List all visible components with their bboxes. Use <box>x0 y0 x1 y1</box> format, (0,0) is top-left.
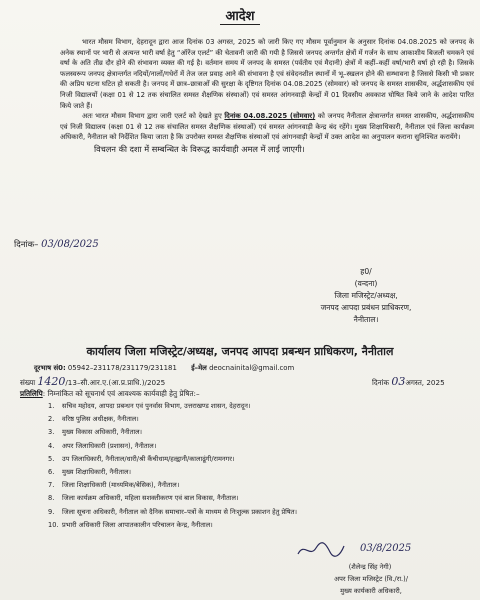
signatory-name: (वन्दना) <box>354 279 378 288</box>
list-item-number: 9. <box>48 507 55 516</box>
signature-mark: ह0/ <box>360 267 372 276</box>
phone-label: दूरभाष सं0: <box>34 364 66 372</box>
closing-line: विचलन की दशा में सम्बन्धित के विरूद्ध कार्यवाही अमल में लाई जाएगी। <box>94 143 305 154</box>
copy-heading-label: प्रतिलिपि <box>20 389 43 398</box>
list-item <box>48 413 297 426</box>
body-paragraph-2 <box>60 111 474 143</box>
phone-numbers: 05942–231178/231179/231181 <box>67 364 177 372</box>
list-item <box>48 426 297 439</box>
copy-recipient-list <box>48 400 297 532</box>
list-item-number: 3. <box>48 428 55 437</box>
body-paragraph-2-rest: को जनपद नैनीताल क्षेत्रान्तर्गत समस्त शासकीय, अर्द्धशासकीय एवं निजी विद्यालय (कक्षा 01 से 12 तक संचालित समस्त शैक्षणिक संस्थाओं) एवं समस्त आंगनवाड़ी केन्द्र बंद रहेंगे। मुख्य शिक्षाधिकारी, नैनीताल एवं जिला कार्यक्रम अधिकारी, नैनीताल को निर्देशित किया जाता है कि उपरोक्त समस्त शैक्षणिक संस्थाओं एवं आंगनवाड़ी केन्द्रों में उक्त आदेश का अनुपालन कराना सुनिश्चित करायेंगे। <box>60 112 474 142</box>
handwritten-signature-date: 03/8/2025 <box>360 543 412 554</box>
list-item-text: मुख्य शिक्षाधिकारी, नैनीताल। <box>62 467 131 476</box>
signatory2-designation: अपर जिला मजिस्ट्रेट (वि./रा.)/ <box>334 575 408 583</box>
list-item-number: 4. <box>48 441 55 450</box>
list-item-number: 10. <box>48 520 59 529</box>
heading-underline <box>220 24 260 25</box>
list-item <box>48 519 297 532</box>
list-item <box>48 440 297 453</box>
handwritten-reference-number: 1420 <box>37 375 66 388</box>
order-body <box>60 37 474 239</box>
reference-label: संख्या <box>20 378 36 387</box>
signatory-designation: जिला मजिस्ट्रेट/अध्यक्ष, <box>334 291 398 300</box>
body-paragraph-2-start: अतः भारत मौसम विभाग द्वारा जारी एलर्ट को देखते हुए <box>82 112 222 121</box>
list-item <box>48 492 297 505</box>
signature-scribble-icon <box>296 540 356 560</box>
list-item-number: 8. <box>48 494 55 503</box>
list-item-text: मुख्य विकास अधिकारी, नैनीताल। <box>62 428 143 437</box>
list-item <box>48 466 297 479</box>
date-label: दिनांक– <box>14 240 39 250</box>
body-paragraph-1: भारत मौसम विभाग, देहरादून द्वारा आज दिनांक 03 अगस्त, 2025 को जारी किए गए मौसम पूर्वानुमान के अनुसार दिनांक 04.08.2025 को जनपद के अनेक स्थानों पर भारी से अत्यन्त भारी वर्षा हेतु “ऑरेंज एलर्ट” की चेतावनी जारी की गयी है जिससे जनपद अन्तर्गत क्षेत्रों में गर्जन के साथ आकाशीय बिजली चमकने एवं वर्षा के अति तीव्र दौर होने की संभावना व्यक्त की गई है। वर्तमान समय में जनपद के समस्त (पर्वतीय एवं मैदानी) क्षेत्रों में कहीं–कहीं वर्षा/भारी वर्षा हो रही है। जिसके फलस्वरूप जनपद क्षेत्रान्तर्गत नदियों/नालों/गधेरों में तेज जल प्रवाह आने की संभावना है एवं संवेदनशील स्थानों में भू–स्खलन होने की सम्भावना है जिससे किसी भी प्रकार की अप्रिय घटना घटित हो सकती है। जनपद में छात्र–छात्राओं की सुरक्षा के दृष्टिगत दिनांक 04.08.2025 (सोमवार) को जनपद के समस्त शासकीय, अर्द्धशासकीय एवं निजी विद्यालयों (कक्षा 01 से 12 तक संचालित समस्त शैक्षणिक संस्थाओं) एवं समस्त आंगनवाड़ी केन्द्रों में 01 दिवसीय अवकाश घोषित किये जाने के आदेश पारित किये जाते हैं। <box>60 38 474 110</box>
signatory2-name: (शैलेन्द्र सिंह नेगी) <box>348 563 392 571</box>
list-item-number: 1. <box>48 402 55 410</box>
list-item-text: वरिष्ठ पुलिस अधीक्षक, नैनीताल। <box>62 415 139 424</box>
list-item-number: 5. <box>48 454 55 463</box>
handwritten-reference-day: 03 <box>391 375 406 388</box>
list-item-text: जिला कार्यक्रम अधिकारी, महिला सशक्तीकरण एवं बाल विकास, नैनीताल। <box>62 494 239 503</box>
list-item-text: जिला शिक्षाधिकारी (माध्यमिक/बेसिक), नैनीताल। <box>62 481 180 490</box>
email-address: deocnainital@gmail.com <box>209 364 295 372</box>
list-item <box>48 506 297 519</box>
list-item-number: 2. <box>48 415 55 424</box>
list-item-number: 6. <box>48 467 55 476</box>
signatory2-role: मुख्य कार्यकारी अधिकारी, <box>340 587 402 595</box>
list-item-text: जिला सूचना अधिकारी, नैनीताल को दैनिक समाचार–पत्रों के माध्यम से निःशुल्क प्रकाशन हेतु प्रेषित। <box>62 507 297 516</box>
office-title: कार्यालय जिला मजिस्ट्रेट/अध्यक्ष, जनपद आपदा प्रबन्धन प्राधिकरण, नैनीताल <box>86 345 394 358</box>
highlighted-date: दिनांक 04.08.2025 (सोमवार) <box>224 112 316 121</box>
reference-suffix: /13–सी.आर.ए.(आ.प्र.प्राधि.)/2025 <box>65 378 166 387</box>
list-item-text: प्रभारी अधिकारी जिला आपातकालीन परिचालन केन्द्र, नैनीताल। <box>62 520 213 529</box>
reference-date-rest: अगस्त, 2025 <box>405 378 445 387</box>
list-item <box>48 400 297 413</box>
reference-date-label: दिनांक <box>372 378 390 387</box>
office-contact <box>34 364 474 373</box>
list-item-text: अपर जिलाधिकारी (प्रशासन), नैनीताल। <box>62 441 157 450</box>
list-item-text: उप जिलाधिकारी, नैनीताल/धारी/श्री कैंचीधाम/हल्द्वानी/कालाढूंगी/रामनगर। <box>62 454 235 463</box>
signatory-authority: जनपद आपदा प्रबंधन प्राधिकरण, <box>320 303 412 312</box>
list-item-number: 7. <box>48 481 55 490</box>
copy-heading-text: : निम्नांकित को सूचनार्थ एवं आवश्यक कार्यवाही हेतु प्रेषित:– <box>42 389 200 398</box>
list-item <box>48 479 297 492</box>
signatory-place: नैनीताल। <box>353 315 379 324</box>
list-item <box>48 453 297 466</box>
email-label: ई–मेल <box>191 364 207 372</box>
list-item-text: सचिव महोदय, आपदा प्रबन्धन एवं पुनर्वास विभाग, उत्तराखण्ड शासन, देहरादून। <box>62 402 251 410</box>
reference-date <box>372 375 445 388</box>
copy-heading <box>20 389 200 399</box>
reference-line <box>20 375 472 388</box>
handwritten-date: 03/08/2025 <box>41 239 99 250</box>
order-date <box>14 239 99 250</box>
order-heading: आदेश <box>225 9 255 24</box>
